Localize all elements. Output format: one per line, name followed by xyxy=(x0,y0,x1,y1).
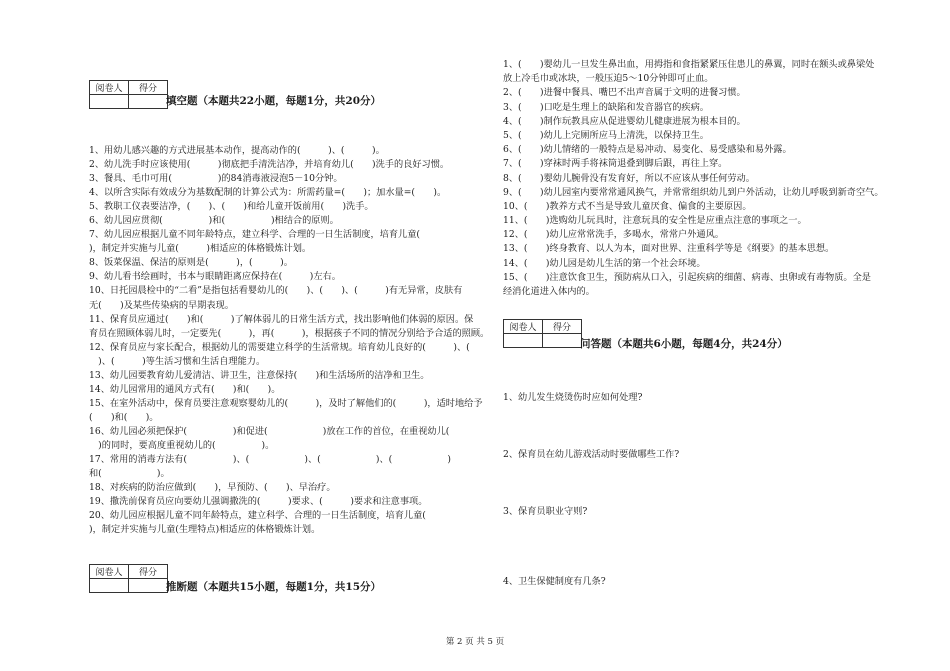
judge-line: 4、( )制作玩教具应从促进婴幼儿健康进展为根本目的。 xyxy=(503,115,746,127)
fill-blank-line: 2、幼儿洗手时应该使用( )彻底把手清洗洁净，并培育幼儿( )洗手的良好习惯。 xyxy=(89,159,450,171)
score-box-judge xyxy=(89,564,168,593)
score-box xyxy=(89,80,168,109)
judge-line: 15、( )注意饮食卫生，预防病从口入，引起疾病的细菌、病毒、虫卵或有毒物质。全是 xyxy=(503,271,871,283)
fill-blank-title: 填空题（本题共22小题，每题1分，共20分） xyxy=(166,95,382,107)
fill-blank-line: 无( )及某些传染病的早期表现。 xyxy=(89,299,234,311)
fill-blank-line: 7、幼儿园应根据儿童不同年龄特点，建立科学、合理的一日生活制度，培育儿童( xyxy=(89,229,448,241)
fill-blank-line: 14、幼儿园常用的通风方式有( )和( )。 xyxy=(89,383,281,395)
judge-line: 放上冷毛巾或冰块，一般压迫5～10分钟即可止血。 xyxy=(503,73,714,85)
fill-blank-line: )、( )等生活习惯和生活自理能力。 xyxy=(89,355,266,367)
qa-question: 3、保育员职业守则? xyxy=(503,506,588,517)
fill-blank-line: 15、在室外活动中，保育员要注意观察婴幼儿的( )，及时了解他们的( )，适时地给予 xyxy=(89,397,483,409)
fill-blank-line: 11、保育员应通过( )和( )了解体弱儿的日常生活方式，找出影响他们体弱的原因。保 xyxy=(89,313,474,325)
fill-blank-line: 9、幼儿看书绘画时，书本与眼睛距离应保持在( )左右。 xyxy=(89,271,341,283)
fill-blank-line: 1、用幼儿感兴趣的方式进展基本动作，提高动作的( )、( )。 xyxy=(89,145,385,156)
reviewer-label: 阅卷人 xyxy=(90,81,129,95)
fill-blank-line: 3、餐具、毛巾可用( )的84消毒液浸泡5－10分钟。 xyxy=(89,173,343,185)
fill-blank-line: 18、对疾病的防治应做到( )，早预防、( )、早治疗。 xyxy=(89,482,336,494)
fill-blank-line: 13、幼儿园要教育幼儿爱清洁、讲卫生，注意保持( )和生活场所的洁净和卫生。 xyxy=(89,369,430,381)
judge-line: 13、( )终身教育、以人为本，面对世界、注重科学等是《纲要》的基本思想。 xyxy=(503,243,835,255)
judge-line: 7、( )穿袜时两手将袜筒退叠到脚后跟，再往上穿。 xyxy=(503,158,728,170)
fill-blank-line: 17、常用的消毒方法有( )、( )、( )、( ) xyxy=(89,454,451,466)
judge-line: 5、( )幼儿上完厕所应马上清洗，以保持卫生。 xyxy=(503,129,709,141)
qa-question: 4、卫生保健制度有几条? xyxy=(503,576,606,587)
score-box-qa xyxy=(503,319,582,348)
fill-blank-questions xyxy=(89,144,489,537)
judge-questions xyxy=(503,58,903,299)
fill-blank-line: ( )和( )。 xyxy=(89,411,159,423)
fill-blank-line: 和( )。 xyxy=(89,468,170,480)
reviewer-cell xyxy=(90,579,129,593)
score-label: 得分 xyxy=(129,81,168,95)
fill-blank-line: 20、幼儿园应根据儿童不同年龄特点，建立科学、合理的一日生活制度，培育儿童( xyxy=(89,510,426,522)
judge-line: 14、( )幼儿园是幼儿生活的第一个社会环境。 xyxy=(503,257,706,269)
qa-question: 1、幼儿发生烧烫伤时应如何处理? xyxy=(503,392,643,403)
fill-blank-line: )，制定并实施与儿童( )相适应的体格锻炼计划。 xyxy=(89,243,312,255)
judge-line: 经消化道进入体内的。 xyxy=(503,286,595,297)
reviewer-cell xyxy=(90,95,129,109)
judge-line: 11、( )选购幼儿玩具时，注意玩具的安全性是应重点注意的事项之一。 xyxy=(503,215,807,227)
score-label: 得分 xyxy=(129,565,168,579)
reviewer-label: 阅卷人 xyxy=(90,565,129,579)
fill-blank-line: )，制定并实施与儿童(生理特点)相适应的体格锻炼计划。 xyxy=(89,524,321,536)
fill-blank-line: 育员在照顾体弱儿时，一定要先( )，再( )，根据孩子不同的情况分别给予合适的照顾。 xyxy=(89,327,490,339)
judge-title: 推断题（本题共15小题，每题1分，共15分） xyxy=(166,581,382,593)
reviewer-label: 阅卷人 xyxy=(504,320,543,334)
score-cell xyxy=(129,579,168,593)
fill-blank-line: 4、以所含实际有效成分为基数配制的计算公式为：所需药量=( )；加水量=( )。 xyxy=(89,187,447,199)
judge-line: 9、( )幼儿园室内要常常通风换气，并常常组织幼儿到户外活动，让幼儿呼吸到新奇空气。 xyxy=(503,186,884,198)
fill-blank-line: 12、保育员应与家长配合，根据幼儿的需要建立科学的生活常规。培育幼儿良好的( )、( xyxy=(89,341,470,353)
fill-blank-line: 6、幼儿园应贯彻( )和( )相结合的原则。 xyxy=(89,215,339,227)
fill-blank-line: )的同时，要高度重视幼儿的( )。 xyxy=(89,439,275,451)
score-cell xyxy=(129,95,168,109)
page-footer: 第 2 页 共 5 页 xyxy=(445,637,505,647)
reviewer-cell xyxy=(504,334,543,348)
judge-line: 1、( )婴幼儿一旦发生鼻出血，用拇指和食指紧紧压住患儿的鼻翼，同时在额头或鼻梁处 xyxy=(503,59,875,70)
judge-line: 10、( )教养方式不当是导致儿童厌食、偏食的主要原因。 xyxy=(503,200,752,212)
judge-line: 6、( )幼儿情绪的一般特点是易冲动、易变化、易受感染和易外露。 xyxy=(503,144,792,156)
judge-line: 12、( )幼儿应常常洗手，多喝水，常常户外通风。 xyxy=(503,229,724,241)
score-cell xyxy=(543,334,582,348)
score-label: 得分 xyxy=(543,320,582,334)
judge-line: 8、( )婴幼儿腕骨没有发育好，所以不应该从事任何劳动。 xyxy=(503,172,755,184)
fill-blank-line: 8、饭菜保温、保洁的原则是( )，( )。 xyxy=(89,257,293,269)
qa-question: 2、保育员在幼儿游戏活动时要做哪些工作? xyxy=(503,449,680,460)
judge-line: 2、( )进餐中餐具、嘴巴不出声音属于文明的进餐习惯。 xyxy=(503,87,746,99)
fill-blank-line: 5、教职工仪表要洁净，( )、( )和给儿童开饭前用( )洗手。 xyxy=(89,201,374,213)
fill-blank-line: 10、日托园晨检中的“二看”是指包括看婴幼儿的( )、( )、( )有无异常，皮肤有 xyxy=(89,285,463,297)
fill-blank-line: 16、幼儿园必须把保护( )和促进( )放在工作的首位，在重视幼儿( xyxy=(89,425,450,437)
judge-line: 3、( )口吃是生理上的缺陷和发音器官的疾病。 xyxy=(503,101,709,113)
qa-title: 问答题（本题共6小题，每题4分，共24分） xyxy=(580,338,788,350)
fill-blank-line: 19、撒洗前保育员应向要幼儿强调撒洗的( )要求、( )要求和注意事项。 xyxy=(89,496,428,508)
